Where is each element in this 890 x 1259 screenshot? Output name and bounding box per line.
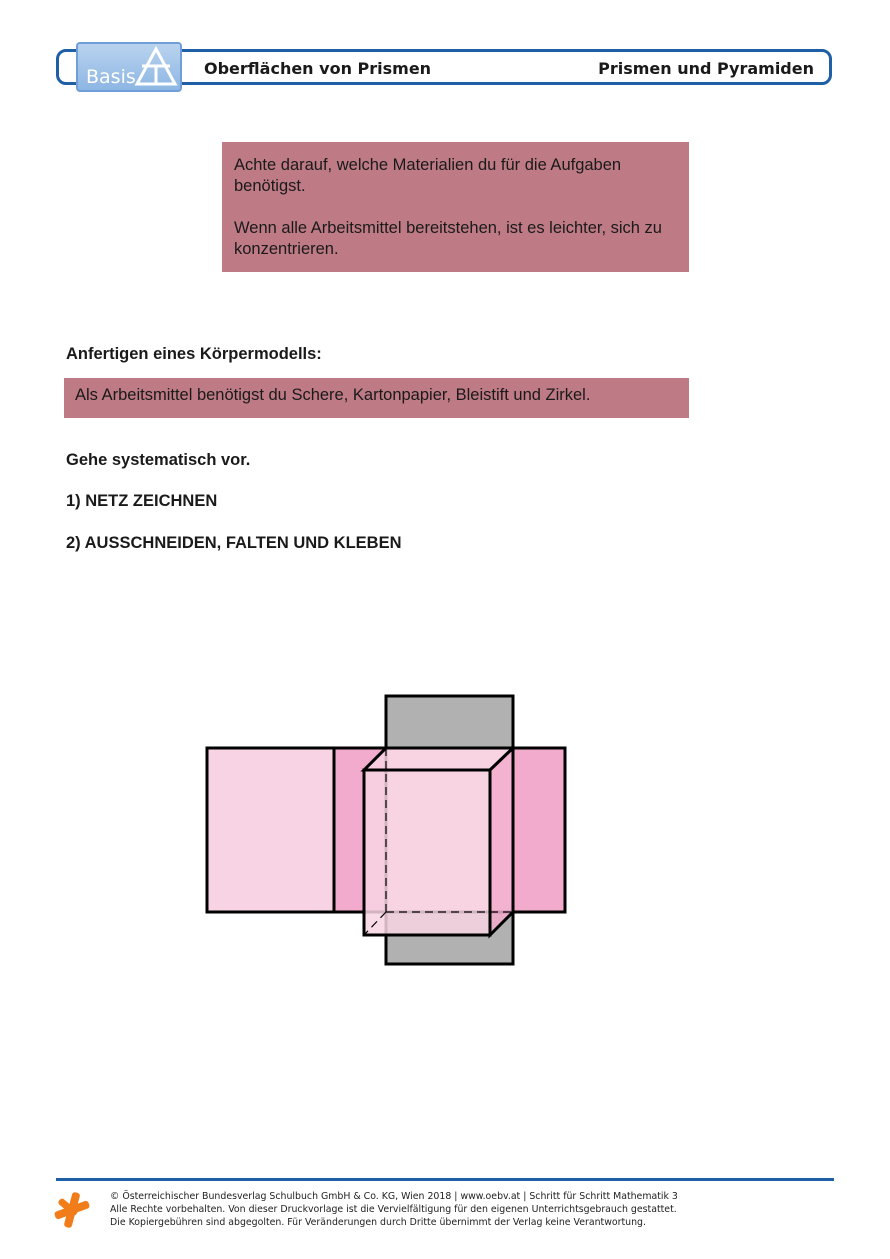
page-title: Oberflächen von Prismen [204, 59, 432, 78]
prism-3d-view [364, 748, 513, 935]
chapter-title: Prismen und Pyramiden [598, 59, 814, 78]
net-left-face [207, 748, 334, 912]
step-1: 1) NETZ ZEICHNEN [66, 492, 218, 510]
footer-line-2: Alle Rechte vorbehalten. Von dieser Druckvorlage ist die Vervielfältigung für den eigenen Unterrichtsgebrauch gestattet. [110, 1204, 677, 1215]
net-right-face [513, 748, 565, 912]
net-top-flap [386, 696, 513, 748]
hint-text-1: Achte darauf, welche Materialien du für die Aufgaben benötigst. [234, 156, 622, 195]
step-2: 2) AUSSCHNEIDEN, FALTEN UND KLEBEN [66, 534, 402, 552]
basis-label: Basis [86, 66, 136, 88]
tools-text: Als Arbeitsmittel benötigst du Schere, Kartonpapier, Bleistift und Zirkel. [75, 386, 591, 404]
steps-intro: Gehe systematisch vor. [66, 451, 251, 469]
basis-badge [76, 42, 182, 92]
footer-copyright [110, 1190, 678, 1229]
publisher-logo-icon [52, 1190, 92, 1230]
footer-line-3: Die Kopiergebühren sind abgegolten. Für Veränderungen durch Dritte übernimmt der Verlag keine Verantwortung. [110, 1217, 646, 1228]
footer-rule [56, 1178, 834, 1181]
triangle-icon [134, 46, 178, 88]
hint-text-2: Wenn alle Arbeitsmittel bereitstehen, ist es leichter, sich zu konzentrieren. [234, 219, 662, 258]
prism-net-figure [200, 690, 580, 980]
tools-box [64, 378, 689, 418]
footer-line-1: © Österreichischer Bundesverlag Schulbuch GmbH & Co. KG, Wien 2018 | www.oebv.at | Schritt für Schritt Mathematik 3 [110, 1191, 678, 1202]
hint-box [222, 142, 689, 272]
model-heading: Anfertigen eines Körpermodells: [66, 345, 322, 363]
